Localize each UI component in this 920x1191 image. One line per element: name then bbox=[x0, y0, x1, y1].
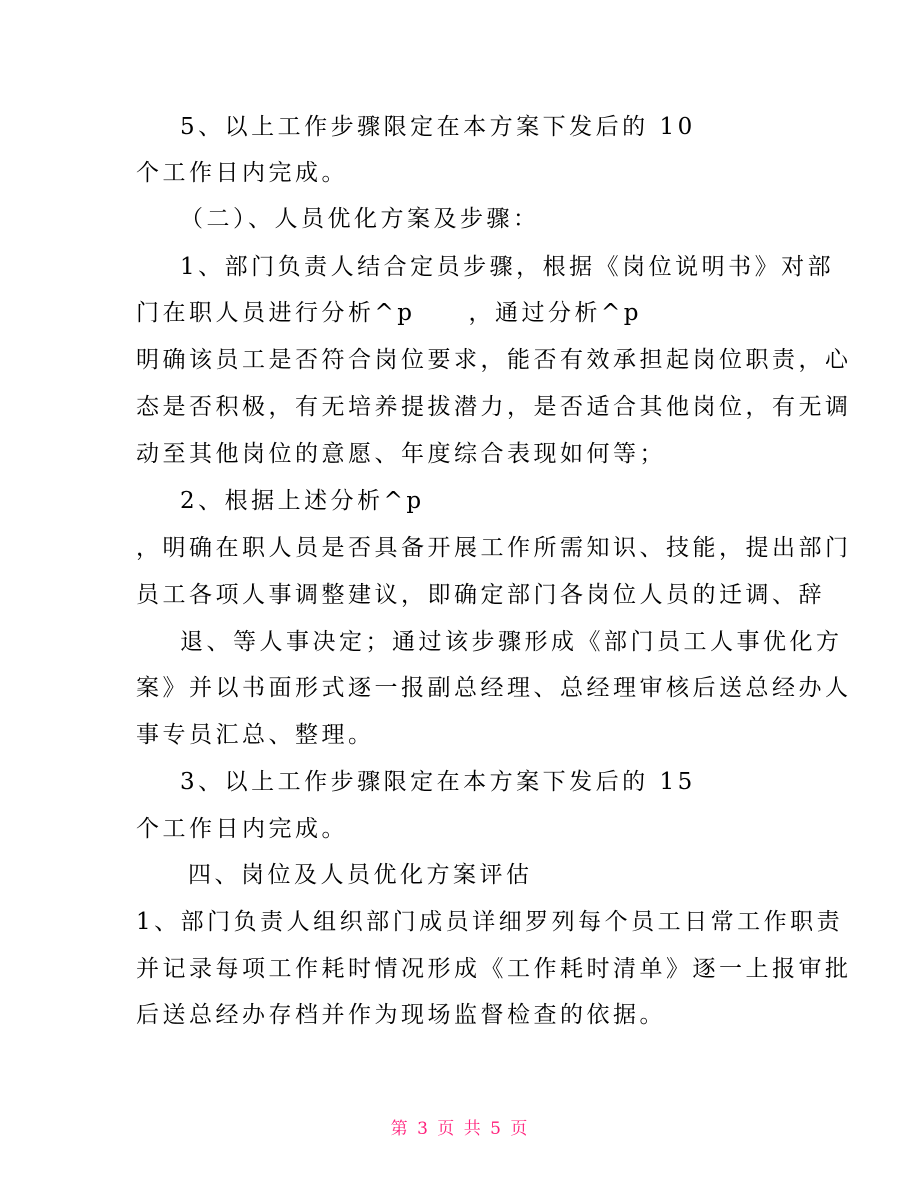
paragraph-line: 1、部门负责人组织部门成员详细罗列每个员工日常工作职责 bbox=[136, 909, 844, 935]
paragraph-line: ，明确在职人员是否具备开展工作所需知识、技能，提出部门 bbox=[136, 535, 852, 561]
paragraph-line: 案》并以书面形式逐一报副总经理、总经理审核后送总经办人 bbox=[136, 675, 852, 701]
paragraph-line: 1、部门负责人结合定员步骤，根据《岗位说明书》对部 bbox=[180, 254, 835, 280]
section-heading: 四、岗位及人员优化方案评估 bbox=[188, 862, 533, 888]
paragraph-line: 事专员汇总、整理。 bbox=[136, 722, 375, 748]
section-heading: （二）、人员优化方案及步骤： bbox=[180, 206, 540, 232]
page-number-footer: 第 3 页 共 5 页 bbox=[390, 1119, 530, 1139]
paragraph-line: 3、以上工作步骤限定在本方案下发后的 15 bbox=[180, 769, 696, 795]
paragraph-line: 明确该员工是否符合岗位要求，能否有效承担起岗位职责，心 bbox=[136, 347, 852, 373]
paragraph-line: 门在职人员进行分析^p ，通过分析^p bbox=[136, 300, 642, 326]
paragraph-line: 并记录每项工作耗时情况形成《工作耗时清单》逐一上报审批 bbox=[136, 956, 852, 982]
paragraph-line: 态是否积极，有无培养提拔潜力，是否适合其他岗位，有无调 bbox=[136, 394, 852, 420]
paragraph-line: 退、等人事决定；通过该步骤形成《部门员工人事优化方 bbox=[180, 629, 843, 655]
paragraph-line: 动至其他岗位的意愿、年度综合表现如何等； bbox=[136, 441, 666, 467]
paragraph-line: 个工作日内完成。 bbox=[136, 816, 348, 842]
paragraph-line: 5、以上工作步骤限定在本方案下发后的 10 bbox=[180, 114, 696, 140]
paragraph-line: 后送总经办存档并作为现场监督检查的依据。 bbox=[136, 1002, 666, 1028]
paragraph-line: 员工各项人事调整建议，即确定部门各岗位人员的迁调、辞 bbox=[136, 582, 825, 608]
paragraph-line: 2、根据上述分析^p bbox=[180, 488, 425, 514]
paragraph-line: 个工作日内完成。 bbox=[136, 160, 348, 186]
